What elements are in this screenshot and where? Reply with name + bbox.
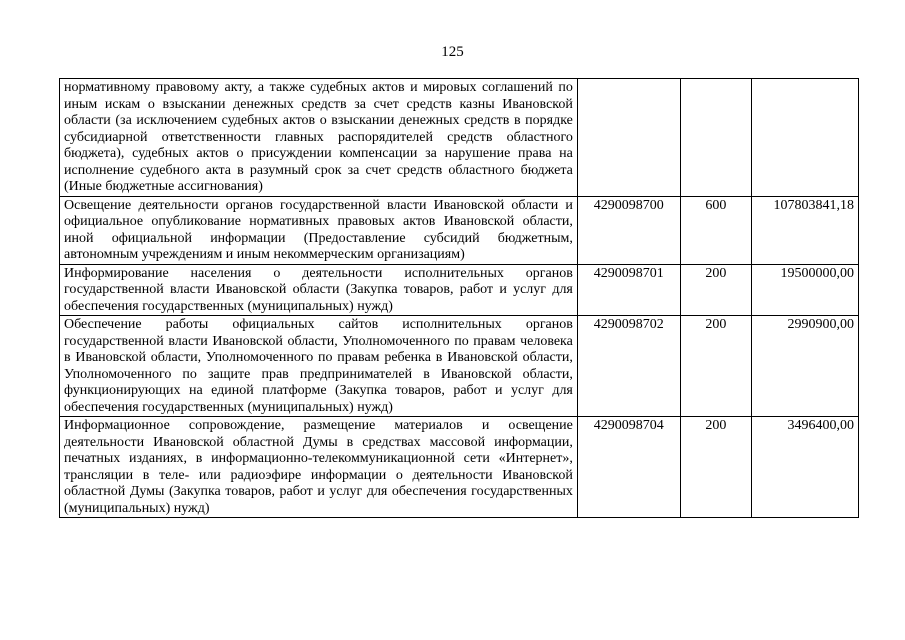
table-row: [60, 264, 859, 316]
row-target-code: 4290098700: [577, 196, 680, 264]
row-description: Информирование населения о деятельности исполнительных органов государственной власти Ивановской области (Закупка товаров, работ и услуг для обеспечения государственных (муниципальных) нужд): [60, 264, 578, 316]
row-amount: 107803841,18: [752, 196, 859, 264]
row-amount: [752, 79, 859, 197]
page-number: 125: [441, 44, 464, 60]
row-target-code: 4290098701: [577, 264, 680, 316]
row-description: Информационное сопровождение, размещение материалов и освещение деятельности Ивановской областной Думы в средствах массовой информации, печатных изданиях, в информационно-телекоммуникационной сети «Интернет», трансляции в теле- или радиоэфире информации о деятельности Ивановской областной Думы (Закупка товаров, работ и услуг для обеспечения государственных (муниципальных) нужд): [60, 417, 578, 518]
row-expense-type: 200: [680, 316, 752, 417]
row-amount: 2990900,00: [752, 316, 859, 417]
table-row: [60, 79, 859, 197]
row-expense-type: [680, 79, 752, 197]
row-description: Обеспечение работы официальных сайтов исполнительных органов государственной власти Ивановской области, Уполномоченного по правам человека в Ивановской области, Уполномоченного по правам ребенка в Ивановской области, Уполномоченного по защите прав предпринимателей в Ивановской области, функционирующих на единой платформе (Закупка товаров, работ и услуг для обеспечения государственных (муниципальных) нужд): [60, 316, 578, 417]
row-amount: 19500000,00: [752, 264, 859, 316]
row-target-code: [577, 79, 680, 197]
table-row: [60, 316, 859, 417]
row-target-code: 4290098702: [577, 316, 680, 417]
table-row: [60, 417, 859, 518]
row-expense-type: 200: [680, 417, 752, 518]
row-description: нормативному правовому акту, а также судебных актов и мировых соглашений по иным искам о взыскании денежных средств за счет средств казны Ивановской области (за исключением судебных актов о взыскании денежных средств в порядке субсидиарной ответственности главных распорядителей средств областного бюджета), судебных актов о присуждении компенсации за нарушение права на исполнение судебного акта в разумный срок за счет средств областного бюджета (Иные бюджетные ассигнования): [60, 79, 578, 197]
table-row: [60, 196, 859, 264]
row-target-code: 4290098704: [577, 417, 680, 518]
budget-table: [59, 78, 859, 518]
row-amount: 3496400,00: [752, 417, 859, 518]
row-expense-type: 600: [680, 196, 752, 264]
row-expense-type: 200: [680, 264, 752, 316]
row-description: Освещение деятельности органов государственной власти Ивановской области и официальное опубликование нормативных правовых актов Ивановской области, иной официальной информации (Предоставление субсидий бюджетным, автономным учреждениям и иным некоммерческим организациям): [60, 196, 578, 264]
